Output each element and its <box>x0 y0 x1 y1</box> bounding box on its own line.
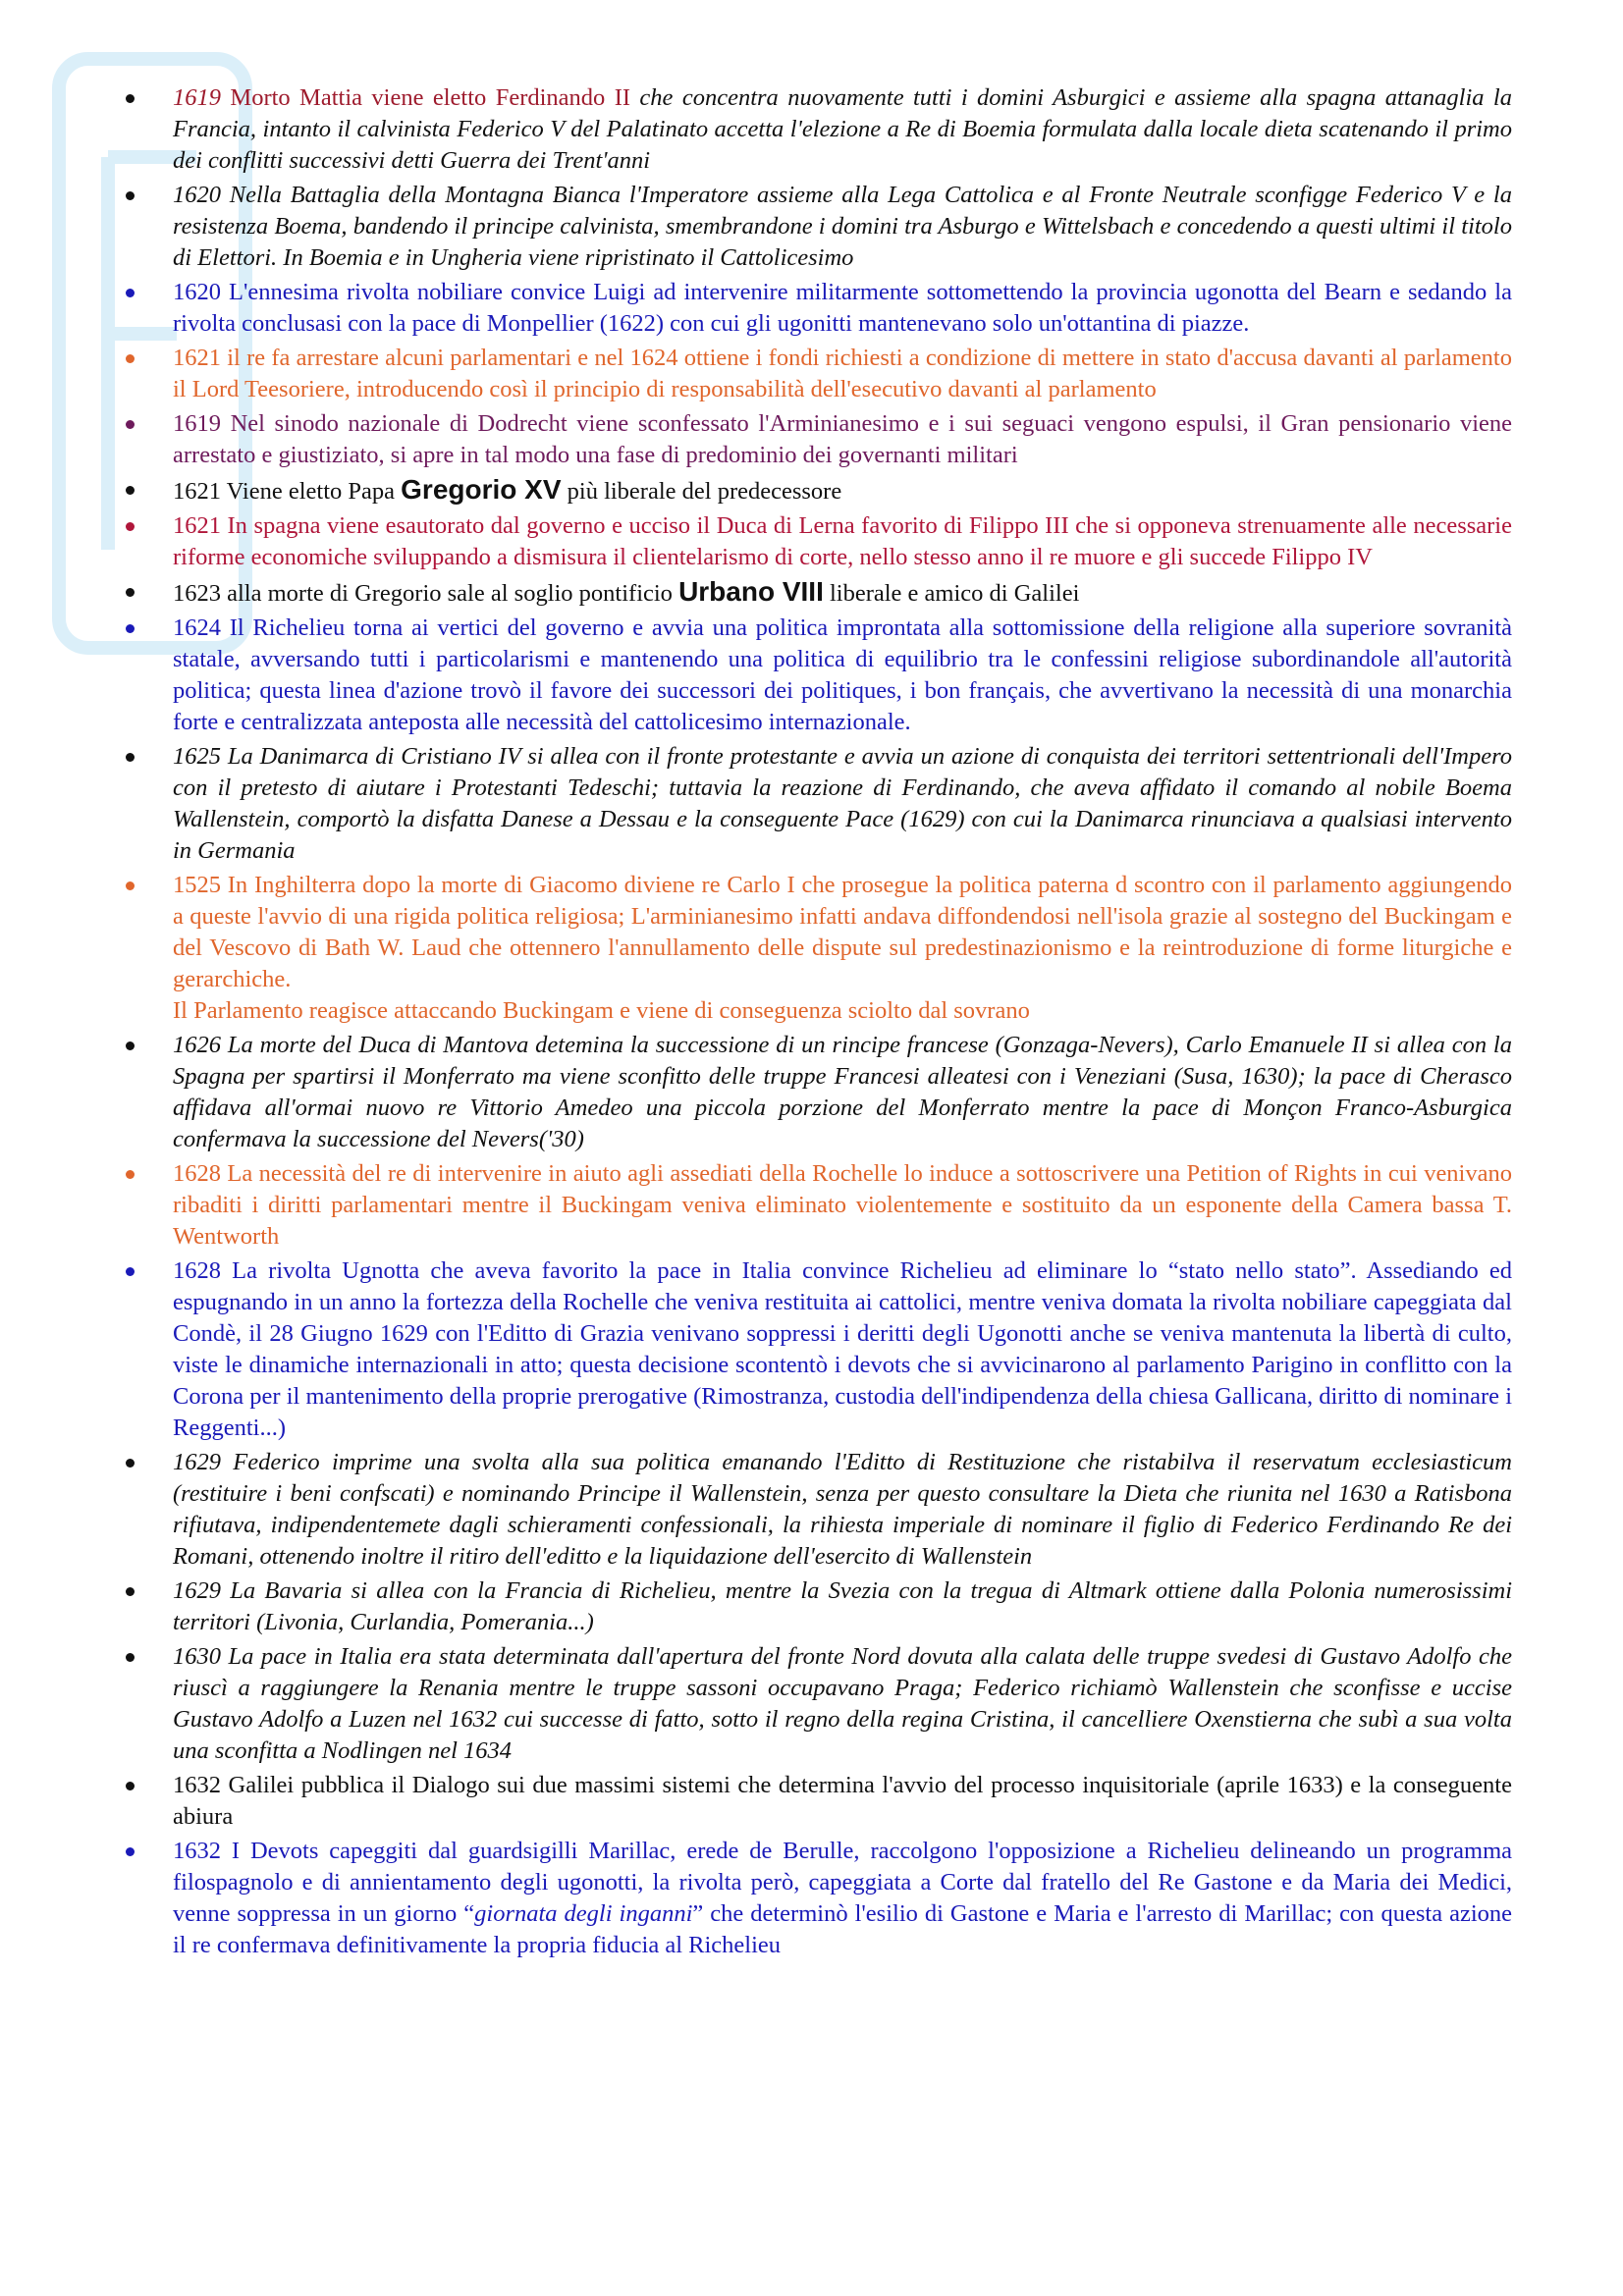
list-item <box>118 474 1512 507</box>
entry-text: 1623 alla morte di Gregorio sale al soglio pontificio <box>173 580 679 607</box>
entry-text: ” che determinò l'esilio di Gastone e Maria e l'arresto di Marillac; con questa azione il re confermava definitivamente la propria fiducia al Richelieu <box>173 1900 1513 1958</box>
list-item <box>118 1641 1512 1767</box>
entry-text: 1624 Il Richelieu torna ai vertici del governo e avvia una politica improntata alla sottomissione della religione alla superiore sovranità statale, avversando tutti i particolarismi e mantenendo una politica di equilibrio tra le confessini religiose subordinandole all'autorità politica; questa linea d'azione trovò il favore dei successori dei politiques, i bon français, che avvertivano la necessità di una monarchia forte e centralizzata anteposta alle necessità del cattolicesimo internazionale. <box>173 614 1512 735</box>
list-item <box>118 82 1512 177</box>
entry-text: 1621 Viene eletto Papa <box>173 478 402 505</box>
entry-text: 1626 La morte del Duca di Mantova detemina la successione di un rincipe francese (Gonzaga-Nevers), Carlo Emanuele II si allea con la Spagna per spartirsi il Monferrato ma viene sconfitto delle truppe Francesi alleatesi con i Veneziani (Susa, 1630); la pace di Cherasco affidava all'ormai nuovo re Vittorio Amedeo una piccola porzione del Monferrato mentre la pace di Monçon Franco-Asburgica confermava la successione del Nevers('30) <box>173 1032 1512 1152</box>
entry-text: 1525 In Inghilterra dopo la morte di Giacomo diviene re Carlo I che prosegue la politica paterna d scontro con il parlamento aggiungendo a queste l'avvio di una rigida politica religiosa; L'arminianesimo infatti andava diffondendosi nell'isola grazie al sostegno del Buckingam e del Vescovo di Bath W. Laud che ottennero l'annullamento delle dispute sul predestinazionismo e la reintroduzione di forme liturgiche e gerarchiche. <box>173 872 1512 992</box>
pope-name: Urbano VIII <box>678 576 824 607</box>
entry-text: 1620 Nella Battaglia della Montagna Bianca l'Imperatore assieme alla Lega Cattolica e al Fronte Neutrale sconfigge Federico V e la resistenza Boema, bandendo il principe calvinista, smembrandone i domini tra Asburgo e Wittelsbach e concedendo a questi ultimi il titolo di Elettori. In Boemia e in Ungheria viene ripristinato il Cattolicesimo <box>173 182 1512 271</box>
entry-year: 1619 <box>173 84 221 111</box>
entry-text: 1632 I Devots capeggiti dal guardsigilli Marillac, erede de Berulle, raccolgono l'opposizione a Richelieu delineando un programma filospagnolo e di annientamento degli ugonotti, la rivolta però, capeggiata a Corte dal fratello del Re Gastone e da Maria dei Medici, venne soppressa in un giorno “ <box>173 1838 1512 1927</box>
entry-text: 1629 La Bavaria si allea con la Francia di Richelieu, mentre la Svezia con la tregua di Altmark ottiene dalla Polonia numerosissimi territori (Livonia, Curlandia, Pomerania...) <box>173 1577 1512 1635</box>
list-item <box>118 510 1512 573</box>
entry-text: 1619 Nel sinodo nazionale di Dodrecht viene sconfessato l'Arminianesimo e i sui seguaci vengono espulsi, il Gran pensionario viene arrestato e giustiziato, si apre in tal modo una fase di predominio dei governanti militari <box>173 410 1512 468</box>
bullet-icon <box>126 1041 135 1050</box>
bullet-icon <box>126 1847 135 1856</box>
list-item <box>118 576 1512 610</box>
entry-text: 1628 La rivolta Ugnotta che aveva favorito la pace in Italia convince Richelieu ad eliminare lo “stato nello stato”. Assediando ed espugnando in un anno la fortezza della Rochelle che veniva restituita ai cattolici, mentre veniva domata la rivolta nobiliare capeggiata dal Condè, il 28 Giugno 1629 con l'Editto di Grazia venivano soppressi i deritti degli Ugonotti anche se veniva mantenuta la libertà di culto, viste le dinamiche internazionali in atto; questa decisione scontentò i devots che si avvicinarono al parlamento Parigino in conflitto con la Corona per il mantenimento della proprie prerogative (Rimostranza, custodia dell'indipendenza della chiesa Gallicana, diritto di nominare i Reggenti...) <box>173 1257 1512 1441</box>
list-item <box>118 277 1512 340</box>
list-item <box>118 1575 1512 1638</box>
list-item <box>118 741 1512 867</box>
list-item <box>118 613 1512 738</box>
entry-text: 1621 In spagna viene esautorato dal governo e ucciso il Duca di Lerna favorito di Filippo III che si opponeva strenuamente alle necessarie riforme economiche sviluppando a dismisura il clientelarismo di corte, nello stesso anno il re muore e gli succede Filippo IV <box>173 512 1512 570</box>
entry-subtext: Il Parlamento reagisce attaccando Buckingam e viene di conseguenza sciolto dal sovrano <box>173 997 1030 1024</box>
bullet-icon <box>126 624 135 633</box>
entry-text: 1620 L'ennesima rivolta nobiliare convice Luigi ad intervenire militarmente sottomettendo la provincia ugonotta del Bearn e sedando la rivolta conclusasi con la pace di Monpellier (1622) con cui gli ugonitti mantenevano solo un'ottantina di piazze. <box>173 279 1512 337</box>
list-item <box>118 870 1512 1027</box>
entry-text: 1625 La Danimarca di Cristiano IV si allea con il fronte protestante e avvia un azione di conquista dei territori settentrionali dell'Impero con il pretesto di aiutare i Protestanti Tedeschi; tuttavia la reazione di Ferdinando, che aveva affidato il comando al nobile Boema Wallenstein, comportò la disfatta Danese a Dessau e la conseguente Pace (1629) con cui la Danimarca rinunciava a qualsiasi intervento in Germania <box>173 743 1512 864</box>
bullet-icon <box>126 289 135 297</box>
bullet-icon <box>126 1653 135 1662</box>
entry-text: 1628 La necessità del re di intervenire in aiuto agli assediati della Rochelle lo induce a sottoscrivere una Petition of Rights in cui venivano ribaditi i diritti parlamentari mentre il Buckingam veniva eliminato violentemente e sostituito da un esponente della Camera bassa T. Wentworth <box>173 1160 1512 1250</box>
bullet-icon <box>126 1267 135 1276</box>
entry-text: Morto Mattia viene eletto Ferdinando II <box>221 84 631 111</box>
document-page <box>118 82 1512 1964</box>
entry-italic: giornata degli inganni <box>474 1900 693 1927</box>
entry-text: più liberale del predecessore <box>561 478 842 505</box>
list-item <box>118 1255 1512 1444</box>
pope-name: Gregorio XV <box>401 474 562 505</box>
bullet-icon <box>126 1170 135 1179</box>
list-item <box>118 1770 1512 1833</box>
entry-text: 1621 il re fa arrestare alcuni parlamentari e nel 1624 ottiene i fondi richiesti a condizione di mettere in stato d'accusa davanti al parlamento il Lord Teesoriere, introducendo così il principio di responsabilità dell'esecutivo davanti al parlamento <box>173 345 1512 402</box>
list-item <box>118 408 1512 471</box>
entry-text: 1629 Federico imprime una svolta alla sua politica emanando l'Editto di Restituzione che ristabilva il reservatum ecclesiasticum (restituire i beni confscati) e nominando Principe il Wallenstein, senza per questo consultare la Dieta che riunita nel 1630 a Ratisbona rifiutava, indipendentemete dagli schieramenti confessionali, la rihiesta imperiale di nominare il figlio di Federico Ferdinando Re dei Romani, ottenendo inoltre il ritiro dell'editto e la liquidazione dell'esercito di Wallenstein <box>173 1449 1512 1570</box>
bullet-icon <box>126 1782 135 1790</box>
bullet-icon <box>126 522 135 531</box>
bullet-icon <box>126 1459 135 1468</box>
bullet-icon <box>126 753 135 762</box>
list-item <box>118 1030 1512 1155</box>
entry-text: 1630 La pace in Italia era stata determinata dall'apertura del fronte Nord dovuta alla calata delle truppe svedesi di Gustavo Adolfo che riuscì a raggiungere la Renania mentre le truppe sassoni occupavano Praga; Federico richiamò Wallenstein che sconfisse e uccise Gustavo Adolfo a Luzen nel 1632 cui successe di fatto, sotto il regno della regina Cristina, il cancelliere Oxenstierna che subì a sua volta una sconfitta a Nodlingen nel 1634 <box>173 1643 1512 1764</box>
bullet-icon <box>126 94 135 103</box>
bullet-icon <box>126 881 135 890</box>
entry-text: liberale e amico di Galilei <box>823 580 1080 607</box>
list-item <box>118 343 1512 405</box>
bullet-icon <box>126 420 135 429</box>
bullet-icon <box>126 588 135 597</box>
list-item <box>118 1836 1512 1961</box>
entry-text: 1632 Galilei pubblica il Dialogo sui due massimi sistemi che determina l'avvio del processo inquisitoriale (aprile 1633) e la conseguente abiura <box>173 1772 1512 1830</box>
bullet-icon <box>126 191 135 200</box>
timeline-list <box>118 82 1512 1961</box>
list-item <box>118 1158 1512 1253</box>
list-item <box>118 1447 1512 1573</box>
bullet-icon <box>126 1587 135 1596</box>
entry-text: che concentra nuovamente tutti i domini Asburgici e assieme alla spagna attanaglia la Francia, intanto il calvinista Federico V del Palatinato accetta l'elezione a Re di Boemia formulata dalla locale dieta scatenando il primo dei conflitti successivi detti Guerra dei Trent'anni <box>173 84 1512 174</box>
bullet-icon <box>126 486 135 495</box>
bullet-icon <box>126 354 135 363</box>
list-item <box>118 180 1512 274</box>
